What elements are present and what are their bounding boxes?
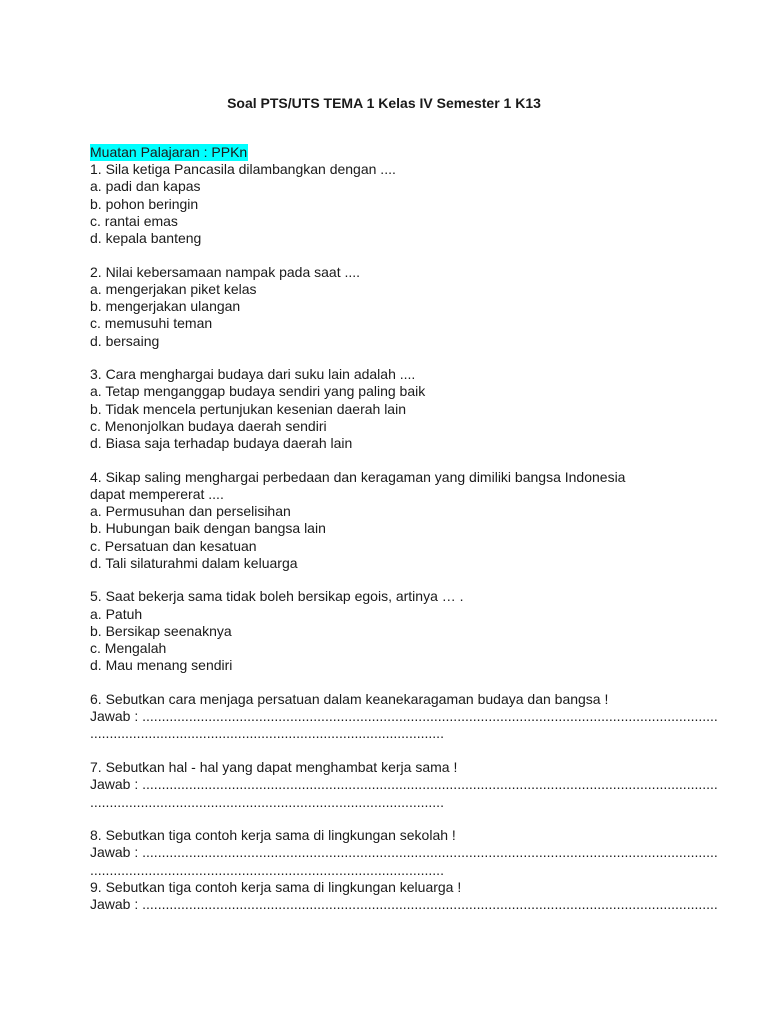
answer-line[interactable]: Jawab : .................................................................................................................................................... [90,776,718,793]
subject-highlight: Muatan Palajaran : PPKn [90,144,248,160]
answer-line[interactable]: Jawab : .................................................................................................................................................... [90,844,718,861]
question-text: 3. Cara menghargai budaya dari suku lain adalah .... [90,366,416,383]
option-a: a. Patuh [90,605,143,622]
option-c: c. memusuhi teman [90,315,213,332]
option-a: a. Permusuhan dan perselisihan [90,503,291,520]
essay-7 [90,759,718,811]
question-5 [90,588,690,674]
document-content [90,144,718,913]
option-b: b. Hubungan baik dengan bangsa lain [90,520,326,537]
option-a: a. mengerjakan piket kelas [90,280,257,297]
question-text: 4. Sikap saling menghargai perbedaan dan keragaman yang dimiliki bangsa Indonesia [90,468,626,485]
question-3 [90,366,690,452]
option-c: c. Mengalah [90,640,167,657]
question-text: 5. Saat bekerja sama tidak boleh bersikap egois, artinya … . [90,588,464,605]
option-b: b. pohon beringin [90,195,199,212]
question-1 [90,161,690,247]
option-d: d. Mau menang sendiri [90,657,233,674]
option-c: c. rantai emas [90,212,178,229]
answer-line-continued[interactable]: ........................................................................................... [90,793,444,810]
option-d: d. kepala banteng [90,230,202,247]
essay-6 [90,690,718,743]
question-text: 1. Sila ketiga Pancasila dilambangkan dengan .... [90,161,396,178]
option-d: d. bersaing [90,332,160,349]
question-text: 2. Nilai kebersamaan nampak pada saat .... [90,263,361,280]
answer-line-continued[interactable]: ........................................................................................... [90,725,444,742]
answer-line-continued[interactable]: ........................................................................................... [90,861,444,878]
essay-question: 7. Sebutkan hal - hal yang dapat menghambat kerja sama ! [90,759,458,776]
option-d: d. Biasa saja terhadap budaya daerah lain [90,435,353,452]
essay-question: 9. Sebutkan tiga contoh kerja sama di lingkungan keluarga ! [90,878,462,895]
question-text-continued: dapat mempererat .... [90,485,224,502]
option-a: a. Tetap menganggap budaya sendiri yang paling baik [90,383,426,400]
essay-9 [90,878,718,913]
essay-question: 8. Sebutkan tiga contoh kerja sama di lingkungan sekolah ! [90,827,456,844]
option-b: b. Tidak mencela pertunjukan kesenian daerah lain [90,400,406,417]
answer-line[interactable]: Jawab : .................................................................................................................................................... [90,708,718,725]
answer-line[interactable]: Jawab : .................................................................................................................................................... [90,896,718,913]
option-b: b. Bersikap seenaknya [90,622,232,639]
option-d: d. Tali silaturahmi dalam keluarga [90,554,298,571]
option-c: c. Menonjolkan budaya daerah sendiri [90,417,327,434]
option-c: c. Persatuan dan kesatuan [90,537,257,554]
option-a: a. padi dan kapas [90,178,201,195]
essay-question: 6. Sebutkan cara menjaga persatuan dalam keanekaragaman budaya dan bangsa ! [90,690,609,707]
option-b: b. mengerjakan ulangan [90,298,241,315]
document-title: Soal PTS/UTS TEMA 1 Kelas IV Semester 1 K13 [227,95,541,111]
essay-8 [90,827,718,879]
question-4 [90,469,690,572]
question-2 [90,264,690,350]
subject-line [90,144,690,161]
